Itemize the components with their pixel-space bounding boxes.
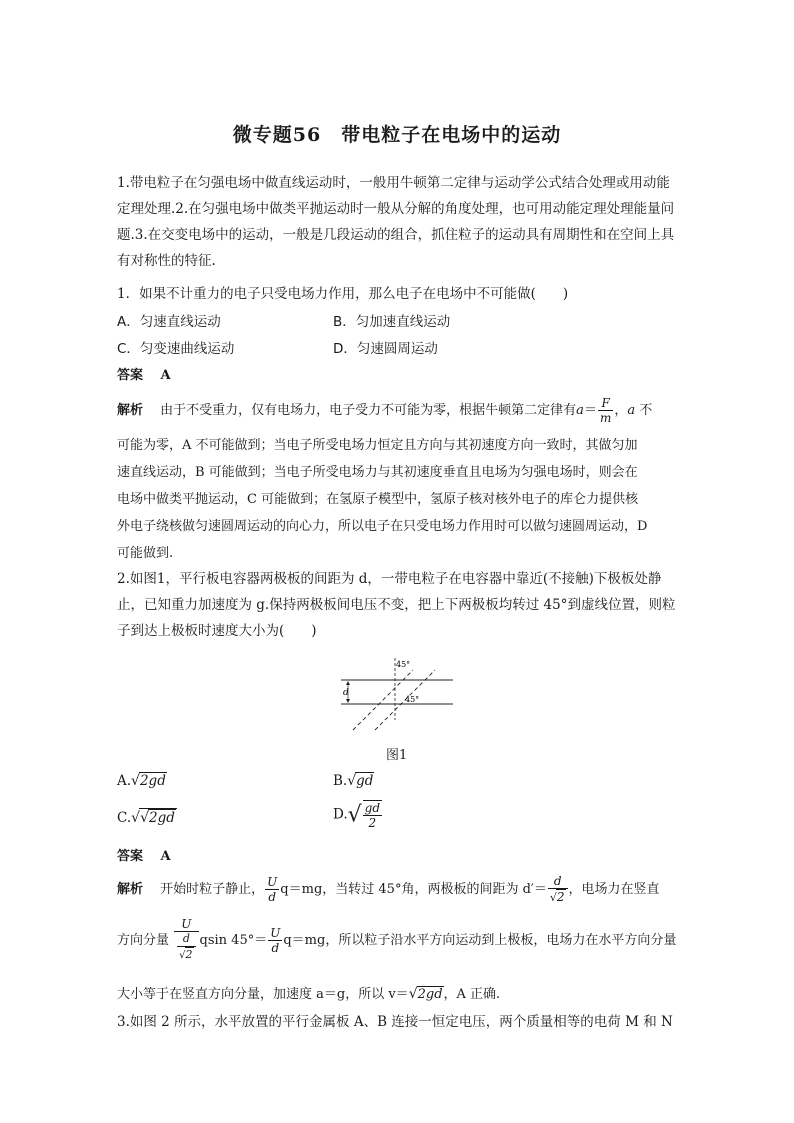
formula-f-over-m: $\frac{F}{m}$ <box>599 396 612 425</box>
q1-analysis-label: 解析 <box>117 403 144 418</box>
q1-option-b: B．匀加速直线运动 <box>333 314 451 330</box>
q2-answer <box>117 845 171 864</box>
q3-stem: 3.如图 2 所示，水平放置的平行金属板 A、B 连接一恒定电压，两个质量相等的电荷 M 和 N <box>117 1014 673 1030</box>
q1-option-d: D．匀速圆周运动 <box>333 341 438 357</box>
q1-option-a: A．匀速直线运动 <box>117 314 221 330</box>
q1-analysis-line-2: 可能为零，A 不可能做到；当电子所受电场力恒定且方向与其初速度方向一致时，其做匀加 <box>117 438 638 453</box>
q2-analysis-label: 解析 <box>117 882 144 897</box>
figure-1-caption: 图1 <box>386 748 408 763</box>
capacitor-figure <box>335 656 460 734</box>
q2-option-d: D.√ $\frac{gd}{2}$ <box>333 801 381 830</box>
q1-answer-label: 答案 <box>117 368 144 383</box>
q2-analysis-line-3: 大小等于在竖直方向分量，加速度 a＝g，所以 v＝√2gd，A 正确. <box>117 986 501 1002</box>
q2-option-a: A.√2gd <box>117 773 166 789</box>
q1-stem: 1．如果不计重力的电子只受电场力作用，那么电子在电场中不可能做( ) <box>117 286 569 302</box>
q2-answer-label: 答案 <box>117 849 144 864</box>
q1-analysis-line-3: 速直线运动，B 可能做到；当电子所受电场力与其初速度垂直且电场为匀强电场时，则会在 <box>117 465 638 480</box>
q2-analysis-line-2: 方向分量 $\frac{U}{\frac{d}{√2}}$ qsin 45°＝ $\frac{U}{d}$ q＝mg，所以粒子沿水平方向运动到上极板，电场力在水平方向分量 <box>117 917 677 961</box>
q2-option-b: B.√gd <box>333 773 374 789</box>
q2-option-c: C.√√2gd <box>117 810 175 826</box>
q1-answer-value: A <box>160 368 171 383</box>
q1-answer <box>117 364 171 383</box>
q1-analysis-line-5: 外电子绕核做匀速圆周运动的向心力，所以电子在只受电场力作用时可以做匀速圆周运动，D <box>117 519 648 534</box>
q1-analysis-line-6: 可能做到. <box>117 546 174 561</box>
fig-label-angle-top: 45° <box>396 660 411 669</box>
q1-analysis-line-4: 电场中做类平抛运动，C 可能做到；在氢原子模型中，氢原子核对核外电子的库仑力提供核 <box>117 492 639 507</box>
q1-analysis-line-1: 解析 由于不受重力，仅有电场力，电子受力不可能为零，根据牛顿第二定律有a＝ $\frac{F}{m}$ ，a 不 <box>117 396 653 425</box>
fig-label-angle-bottom: 45° <box>405 695 420 704</box>
q2-answer-value: A <box>160 849 171 864</box>
intro-paragraph: 1.带电粒子在匀强电场中做直线运动时，一般用牛顿第二定律与运动学公式结合处理或用动能定理处理.2.在匀强电场中做类平抛运动时一般从分解的角度处理，也可用动能定理处理能量问题.3.在交变电场中的运动，一般是几段运动的组合，抓住粒子的运动具有周期性和在空间上具有对称性的特征. <box>117 175 675 269</box>
page-title: 微专题56 带电粒子在电场中的运动 <box>232 124 562 146</box>
q2-analysis-line-1: 解析 开始时粒子静止， $\frac{U}{d}$ q＝mg，当转过 45°角，两极板的间距为 d′＝ $\frac{d}{√2}$ ，电场力在竖直 <box>117 874 660 904</box>
fig-label-d: d <box>343 688 349 698</box>
q1-option-c: C．匀变速曲线运动 <box>117 341 235 357</box>
q2-stem: 2.如图1，平行板电容器两极板的间距为 d，一带电粒子在电容器中靠近(不接触)下极板处静止，已知重力加速度为 g.保持两极板间电压不变，把上下两极板均转过 45°到虚线位置，则粒子到达上极板时速度大小为( ) <box>117 571 676 639</box>
